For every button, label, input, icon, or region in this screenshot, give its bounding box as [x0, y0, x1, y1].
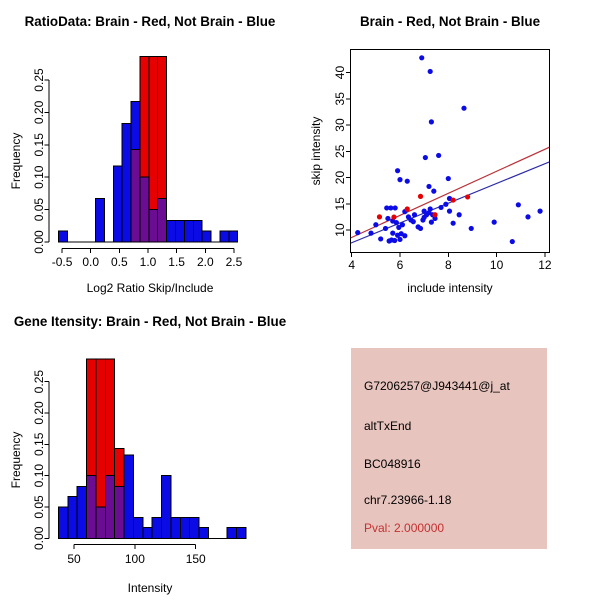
- brain-fit-line: [351, 147, 550, 238]
- not-brain-histogram-bar: [171, 518, 180, 539]
- x-tick-label: 4: [348, 258, 356, 272]
- not-brain-histogram-bar: [190, 518, 199, 539]
- overlap-histogram-bar: [96, 507, 105, 538]
- not-brain-histogram-bar: [59, 231, 68, 242]
- not-brain-point: [516, 202, 521, 207]
- y-axis-title: Frequency: [9, 431, 23, 489]
- not-brain-point: [397, 237, 402, 242]
- not-brain-histogram-bar: [220, 231, 229, 242]
- not-brain-histogram-bar: [167, 221, 176, 242]
- overlap-histogram-bar: [105, 476, 114, 539]
- x-tick-label: 50: [67, 552, 81, 566]
- not-brain-point: [451, 221, 456, 226]
- y-axis-title: Frequency: [9, 132, 23, 190]
- y-tick-label: 0.10: [32, 463, 46, 488]
- y-tick-label: 30: [333, 118, 347, 132]
- y-tick-label: 0.15: [32, 432, 46, 456]
- overlap-histogram-bar: [115, 486, 124, 538]
- location-text: chr7.23966-1.18: [364, 493, 452, 507]
- y-tick-label: 0.10: [32, 165, 46, 189]
- not-brain-point: [429, 119, 434, 124]
- not-brain-histogram-bar: [77, 486, 86, 538]
- x-axis-title: Intensity: [127, 581, 173, 595]
- brain-point: [465, 194, 470, 199]
- y-tick-label: 0.20: [32, 100, 46, 125]
- y-tick-label: 0.00: [32, 526, 46, 550]
- y-tick-label: 0.00: [32, 230, 46, 254]
- gene-info-panel: [351, 348, 547, 549]
- not-brain-histogram-bar: [176, 221, 185, 242]
- chart-title: Brain - Red, Not Brain - Blue: [359, 14, 541, 29]
- y-axis-title: skip intensity: [309, 116, 323, 186]
- not-brain-point: [492, 220, 497, 225]
- x-axis-title: Log2 Ratio Skip/Include: [86, 281, 214, 295]
- not-brain-point: [396, 225, 401, 230]
- not-brain-point: [397, 177, 402, 182]
- y-tick-label: 25: [333, 144, 347, 158]
- chart-title: RatioData: Brain - Red, Not Brain - Blue: [24, 14, 276, 29]
- overlap-histogram-bar: [140, 177, 149, 242]
- x-tick-label: 2.0: [196, 255, 214, 269]
- not-brain-histogram-bar: [237, 528, 246, 539]
- event-type-text: altTxEnd: [364, 419, 412, 433]
- accession-text: BC048916: [364, 457, 421, 471]
- not-brain-histogram-bar: [199, 528, 208, 539]
- x-tick-label: 1.5: [168, 255, 185, 269]
- not-brain-histogram-bar: [133, 518, 142, 539]
- not-brain-point: [447, 209, 452, 214]
- y-tick-label: 15: [333, 197, 347, 211]
- not-brain-point: [436, 153, 441, 158]
- not-brain-point: [446, 176, 451, 181]
- not-brain-point: [431, 189, 436, 194]
- not-brain-histogram-bar: [180, 518, 189, 539]
- not-brain-histogram-bar: [113, 166, 122, 242]
- not-brain-point: [426, 184, 431, 189]
- y-tick-label: 0.05: [32, 495, 46, 519]
- not-brain-histogram-bar: [193, 221, 202, 242]
- not-brain-point: [443, 202, 448, 207]
- not-brain-histogram-bar: [143, 528, 152, 539]
- not-brain-point: [411, 219, 416, 224]
- brain-point: [391, 215, 396, 220]
- x-tick-label: 6: [396, 258, 404, 272]
- not-brain-histogram-bar: [227, 528, 236, 539]
- not-brain-point: [383, 226, 388, 231]
- brain-point: [418, 194, 423, 199]
- not-brain-histogram-bar: [58, 507, 67, 538]
- x-tick-label: 8: [444, 258, 452, 272]
- not-brain-histogram-bar: [162, 476, 171, 539]
- y-tick-label: 0.25: [32, 68, 46, 92]
- y-tick-label: 0.20: [32, 401, 46, 425]
- intensity-scatter-plot: [300, 0, 600, 300]
- plot-box: [351, 49, 550, 252]
- y-tick-label: 40: [333, 65, 347, 80]
- not-brain-point: [525, 214, 530, 219]
- y-tick-label: 10: [333, 223, 347, 237]
- y-tick-label: 0.05: [32, 197, 46, 222]
- not-brain-point: [461, 106, 466, 111]
- brain-point: [377, 214, 382, 219]
- not-brain-point: [418, 226, 423, 231]
- y-tick-label: 20: [333, 170, 347, 185]
- not-brain-histogram-bar: [96, 199, 105, 242]
- not-brain-histogram-bar: [68, 496, 77, 538]
- x-tick-label: 10: [489, 258, 504, 272]
- not-brain-histogram-bar: [202, 231, 211, 242]
- not-brain-point: [395, 168, 400, 173]
- brain-point: [451, 197, 456, 202]
- x-tick-label: -0.5: [51, 255, 73, 269]
- brain-point: [405, 206, 410, 211]
- gene-info-quadrant: [300, 300, 600, 600]
- not-brain-histogram-bar: [124, 455, 133, 538]
- not-brain-point: [428, 69, 433, 74]
- x-tick-label: 1.0: [139, 255, 157, 269]
- y-tick-label: 0.25: [32, 369, 46, 394]
- overlap-histogram-bar: [158, 199, 167, 242]
- x-tick-label: 2.5: [225, 255, 243, 269]
- gene-intensity-histogram: [0, 300, 300, 600]
- x-tick-label: 0.0: [82, 255, 100, 269]
- not-brain-histogram-bar: [229, 231, 238, 242]
- chart-title: Gene Itensity: Brain - Red, Not Brain - Blue: [13, 314, 287, 329]
- not-brain-point: [393, 205, 398, 210]
- not-brain-point: [419, 55, 424, 60]
- pval-text: Pval: 2.000000: [364, 521, 445, 535]
- x-tick-label: 100: [124, 552, 145, 566]
- not-brain-point: [457, 212, 462, 217]
- overlap-histogram-bar: [149, 210, 158, 242]
- not-brain-point: [392, 238, 397, 243]
- not-brain-point: [422, 209, 427, 214]
- not-brain-point: [438, 205, 443, 210]
- not-brain-point: [469, 226, 474, 231]
- not-brain-histogram-bar: [122, 123, 131, 242]
- x-tick-label: 0.5: [111, 255, 128, 269]
- ratio-histogram: [0, 0, 300, 300]
- not-brain-point: [412, 212, 417, 217]
- not-brain-point: [405, 179, 410, 184]
- x-tick-label: 12: [538, 258, 552, 272]
- not-brain-point: [373, 222, 378, 227]
- not-brain-point: [537, 209, 542, 214]
- not-brain-point: [378, 236, 383, 241]
- probe-id-text: G7206257@J943441@j_at: [364, 379, 510, 393]
- overlap-histogram-bar: [131, 149, 140, 242]
- x-axis-title: include intensity: [407, 281, 493, 295]
- y-tick-label: 35: [333, 92, 347, 106]
- not-brain-histogram-bar: [184, 221, 193, 242]
- not-brain-point: [368, 231, 373, 236]
- not-brain-point: [402, 233, 407, 238]
- not-brain-point: [423, 155, 428, 160]
- y-tick-label: 0.15: [32, 133, 46, 157]
- brain-point: [432, 212, 437, 217]
- not-brain-histogram-bar: [152, 518, 161, 539]
- not-brain-point: [428, 206, 433, 211]
- x-tick-label: 150: [185, 552, 206, 566]
- not-brain-point: [390, 231, 395, 236]
- not-brain-point: [510, 239, 515, 244]
- not-brain-point: [385, 216, 390, 221]
- not-brain-fit-line: [351, 162, 550, 243]
- overlap-histogram-bar: [87, 476, 96, 539]
- not-brain-point: [355, 230, 360, 235]
